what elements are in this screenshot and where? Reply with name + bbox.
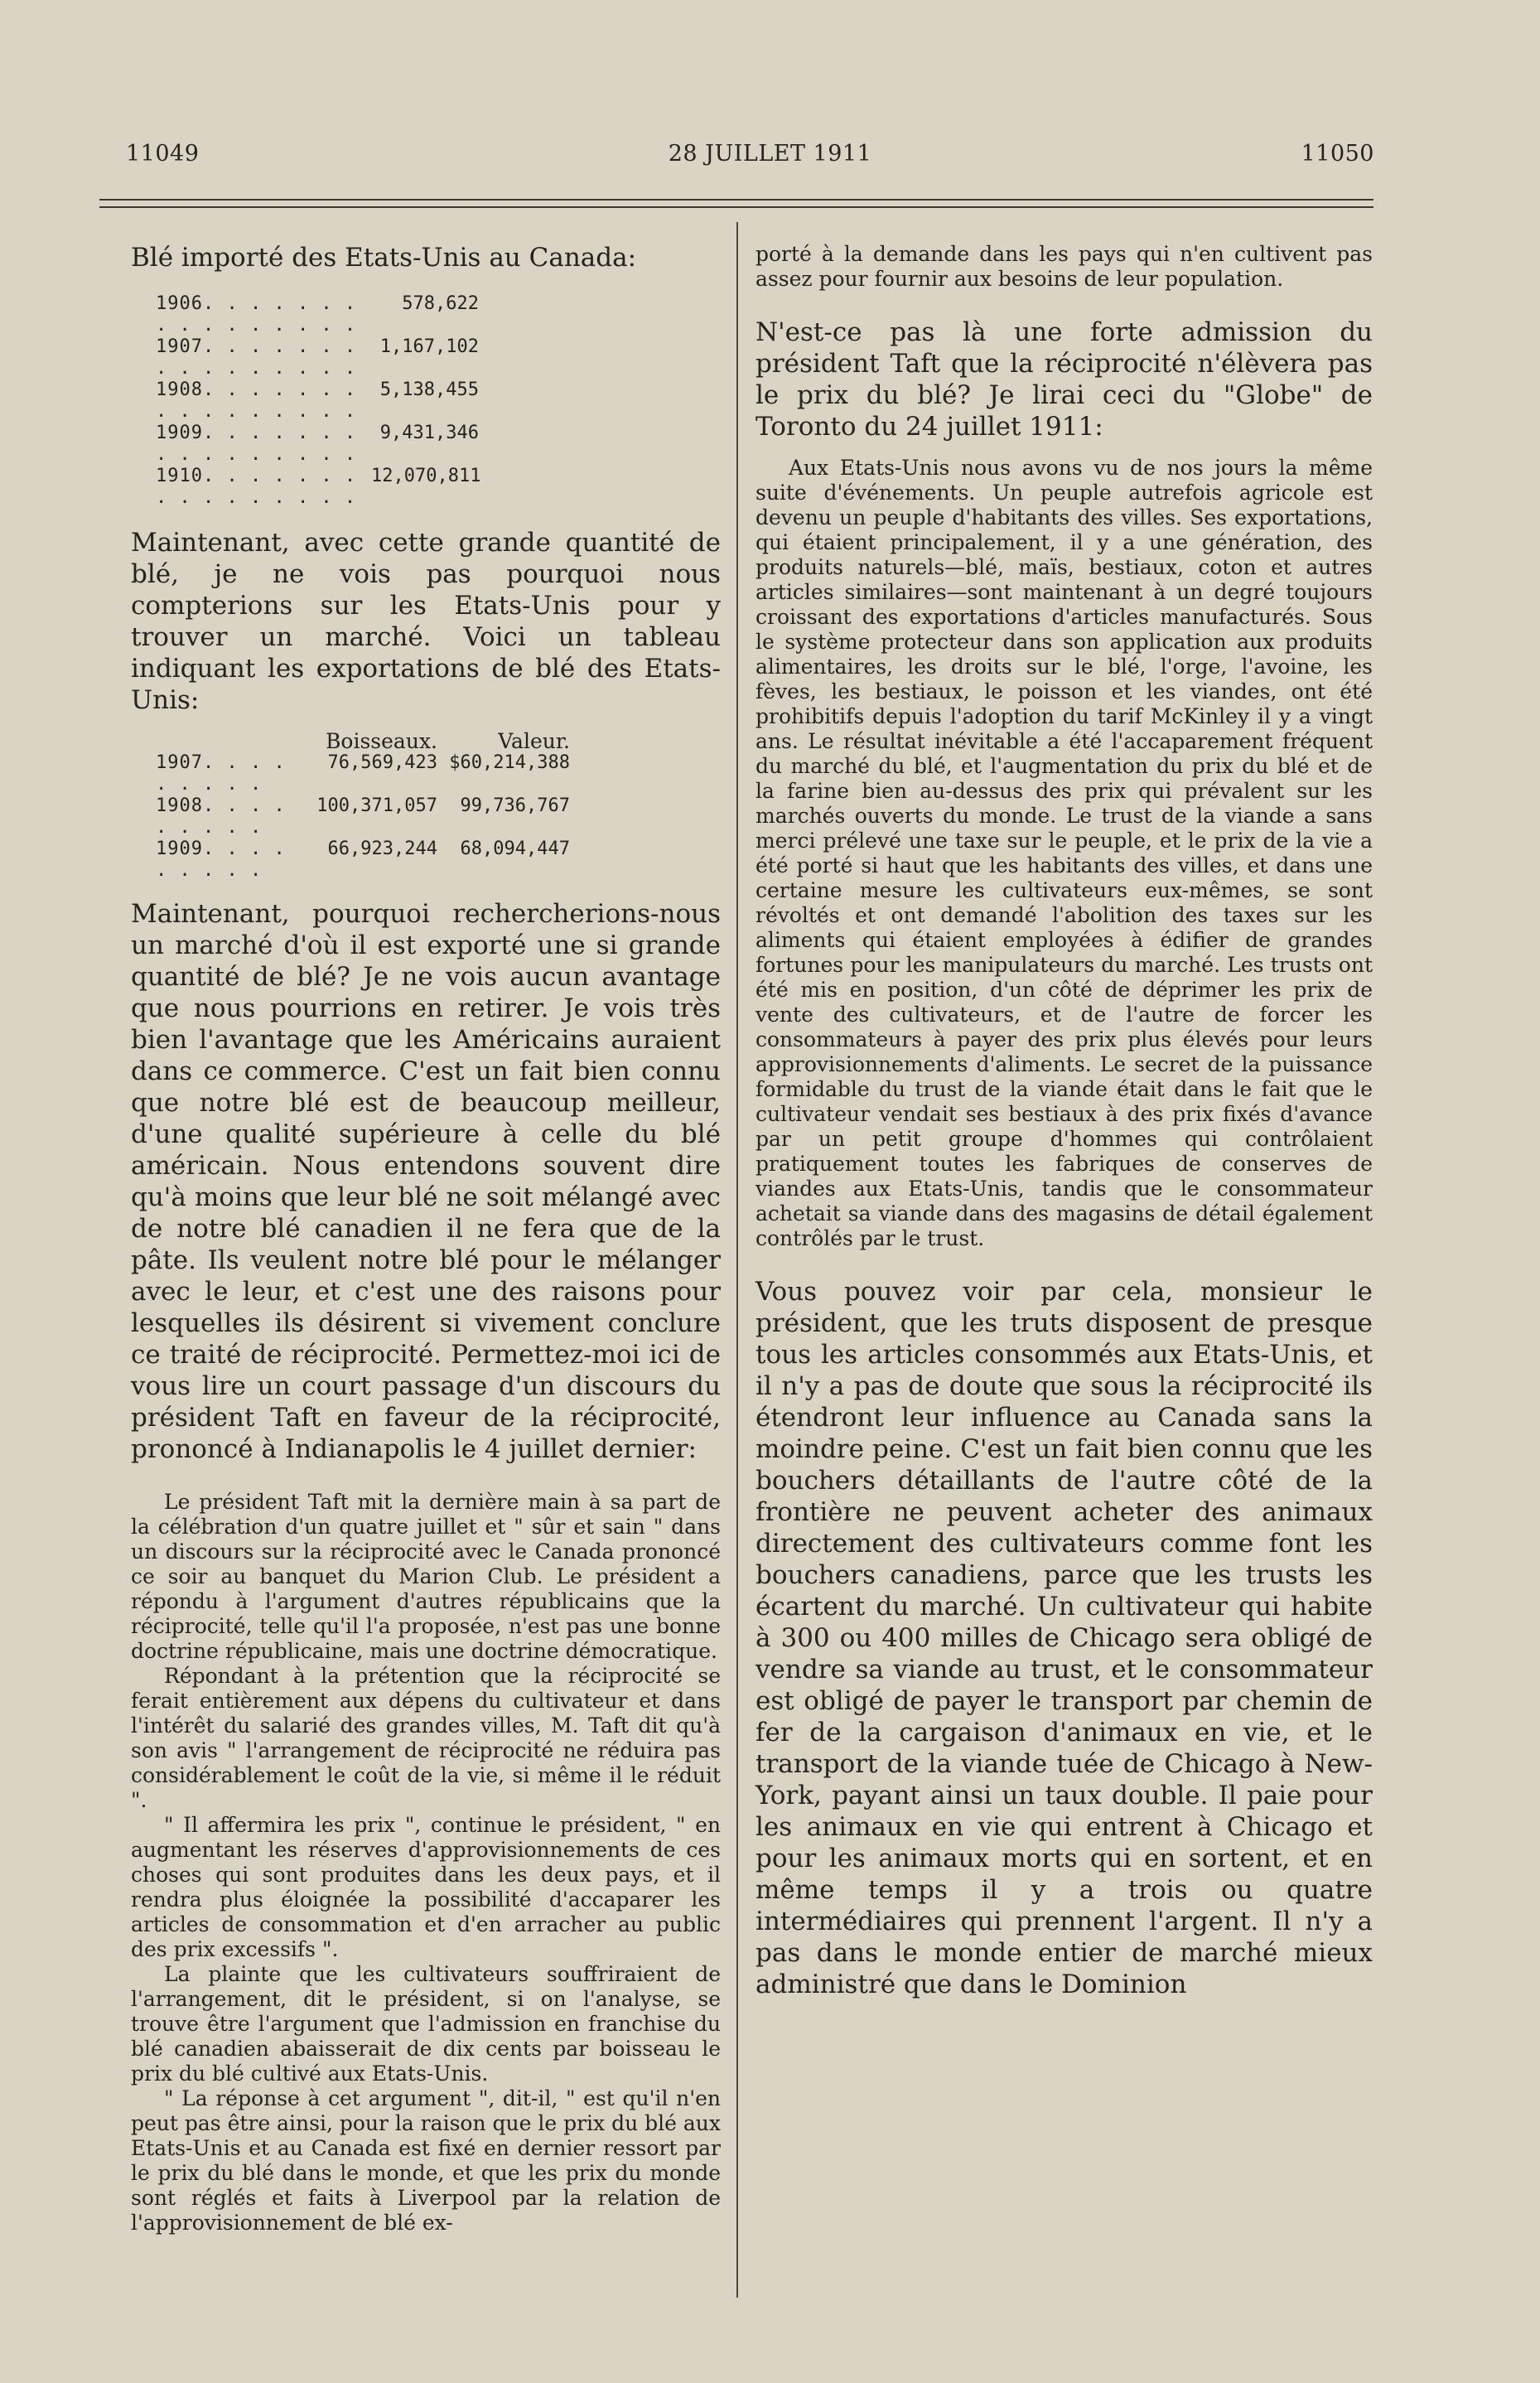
table-year: 1908. . . . . . . . . [156,795,286,838]
paragraph: Maintenant, avec cette grande quantité de blé, je ne vois pas pourquoi nous compterions sur les Etats-Unis pour y trouver un marché. Voici un tableau indiquant les exportations de blé des Etats-Unis: [131,528,721,715]
globe-quote [756,456,1373,1251]
page-date: 28 JUILLET 1911 [668,141,872,167]
table-bushels: 100,371,057 [316,795,437,816]
wheat-export-table [156,731,721,882]
paragraph: Vous pouvez voir par cela, monsieur le président, que les truts disposent de presque tous les articles consommés aux Etats-Unis, et il n'y a pas de doute que sous la réciprocité ils étendront leur influence au Canada sans la moindre peine. C'est un fait bien connu que les bouchers détaillants de l'autre côté de la frontière ne peuvent acheter des animaux directement des cultivateurs comme font les bouchers canadiens, parce que les trusts les écartent du marché. Un cultivateur qui habite à 300 ou 400 milles de Chicago sera obligé de vendre sa viande au trust, et le consommateur est obligé de payer le transport par chemin de fer de la cargaison d'animaux en vie, et le transport de la viande tuée de Chicago à New-York, payant ainsi un taux double. Il paie pour les animaux en vie qui entrent à Chicago et pour les animaux morts qui en sortent, et en même temps il y a trois ou quatre intermédiaires qui prennent l'argent. Il n'y a pas dans le monde entier de marché mieux administré que dans le Dominion [756,1277,1373,1999]
header-rule-bottom [99,206,1373,208]
quote-paragraph: La plainte que les cultivateurs souffriraient de l'arrangement, dit le président, si on l'analyse, se trouve être l'argument que l'admission en franchise du blé canadien abaisserait de dix cents par boisseau le prix du blé cultivé aux Etats-Unis. [131,1962,721,2086]
table-row [156,752,721,795]
left-column [131,242,721,2236]
right-column [756,242,1373,2000]
header-rule-top [99,199,1373,201]
table-year: 1908. . . . . . . . . . . . . . . . [156,379,357,422]
table-value: 5,138,455 [379,379,479,400]
quote-paragraph: " Il affermira les prix ", continue le président, " en augmentant les réserves d'approvisionnements de ces choses qui sont produites dans les deux pays, et il rendra plus éloignée la possibilité d'accaparer les articles de consommation et d'en arracher au public des prix excessifs ". [131,1813,721,1961]
table-year: 1907. . . . . . . . . . . . . . . . [156,336,357,379]
table-row [156,293,721,336]
quote-paragraph: Aux Etats-Unis nous avons vu de nos jours la même suite d'événements. Un peuple autrefois agricole est devenu un peuple d'habitants des villes. Ses exportations, qui étaient principalement, il y a une génération, des produits naturels—blé, maïs, bestiaux, coton et autres articles similaires—sont maintenant à un degré toujours croissant des exportations d'articles manufacturés. Sous le système protecteur dans son application aux produits alimentaires, les droits sur le blé, l'orge, l'avoine, les fèves, les bestiaux, le poisson et les viandes, ont été prohibitifs depuis l'adoption du tarif McKinley il y a vingt ans. Le résultat inévitable a été l'accaparement fréquent du marché du blé, et l'augmentation du prix du blé et de la farine bien au-dessus des prix qui prévalent sur les marchés ouverts du monde. Le trust de la viande a sans merci prélevé une taxe sur le peuple, et le prix de la vie a été porté si haut que les habitants des villes, et dans une certaine mesure les cultivateurs eux-mêmes, se sont révoltés et ont demandé l'abolition des taxes sur les aliments qui étaient employées à édifier de grandes fortunes pour les manipulateurs du marché. Les trusts ont été mis en position, d'un côté de déprimer les prix de vente des cultivateurs, et de l'autre de forcer les consommateurs à payer des prix plus élevés pour leurs approvisionnements d'aliments. Le secret de la puissance formidable du trust de la viande était dans le fait que le cultivateur vendait ses bestiaux à des prix fixés d'avance par un petit groupe d'hommes qui contrôlaient pratiquement toutes les fabriques de conserves de viandes aux Etats-Unis, tandis que le consommateur achetait sa viande dans des magasins de détail également contrôlés par le trust. [756,456,1373,1250]
column-header-value: Valeur. [498,729,570,753]
table-year: 1909. . . . . . . . . [156,839,286,881]
quoted-passage [131,1490,721,2236]
table-row [156,336,721,379]
table-value: 12,070,811 [371,466,481,486]
quote-paragraph: Répondant à la prétention que la réciprocité se ferait entièrement aux dépens du cultivateur et dans l'intérêt du salarié des grandes villes, M. Taft dit qu'à son avis " l'arrangement de réciprocité ne réduira pas considérablement le coût de la vie, si même il le réduit ". [131,1664,721,1812]
table-year: 1906. . . . . . . . . . . . . . . . [156,293,357,336]
table-row [156,379,721,423]
table-value: 68,094,447 [460,839,570,859]
quote-paragraph: porté à la demande dans les pays qui n'en cultivent pas assez pour fournir aux besoins de leur population. [756,242,1373,291]
paragraph: N'est-ce pas là une forte admission du président Taft que la réciprocité n'élèvera pas le prix du blé? Je lirai ceci du "Globe" de Toronto du 24 juillet 1911: [756,317,1373,442]
quoted-passage-continued [756,242,1373,292]
table1-title: Blé importé des Etats-Unis au Canada: [131,243,637,273]
quote-paragraph: Le président Taft mit la dernière main à sa part de la célébration d'un quatre juillet et " sûr et sain " dans un discours sur la réciprocité avec le Canada prononcé ce soir au banquet du Marion Club. Le président a répondu à l'argument d'autres républicains que la réciprocité, telle qu'il l'a proposée, n'est pas une bonne doctrine républicaine, mais une doctrine démocratique. [131,1490,721,1663]
table-value: 9,431,346 [379,423,479,443]
table-bushels: 76,569,423 [327,752,437,773]
column-header-bushels: Boisseaux. [326,729,437,753]
table-row [156,423,721,466]
table-year: 1910. . . . . . . . . . . . . . . . [156,466,357,508]
column-divider [736,222,738,2298]
table-year: 1907. . . . . . . . . [156,752,286,795]
table-value: $60,214,388 [449,752,570,773]
wheat-import-table [156,293,721,509]
page-number-left: 11049 [126,141,200,167]
paragraph: Maintenant, pourquoi rechercherions-nous un marché d'où il est exporté une si grande quantité de blé? Je ne vois aucun avantage que nous pourrions en retirer. Je vois très bien l'avantage que les Américains auraient dans ce commerce. C'est un fait bien connu que notre blé est de beaucoup meilleur, d'une qualité supérieure à celle du blé américain. Nous entendons souvent dire qu'à moins que leur blé ne soit mélangé avec de notre blé canadien il ne fera que de la pâte. Ils veulent notre blé pour le mélanger avec le leur, et c'est une des raisons pour lesquelles ils désirent si vivement conclure ce traité de réciprocité. Permettez-moi ici de vous lire un court passage d'un discours du président Taft en faveur de la réciprocité, prononcé à Indianapolis le 4 juillet dernier: [131,899,721,1464]
table-header [156,731,721,752]
table-value: 578,622 [402,293,479,314]
table-row [156,795,721,839]
table-year: 1909. . . . . . . . . . . . . . . . [156,423,357,465]
table-bushels: 66,923,244 [327,839,437,859]
quote-paragraph: " La réponse à cet argument ", dit-il, " est qu'il n'en peut pas être ainsi, pour la raison que le prix du blé aux Etats-Unis et au Canada est fixé en dernier ressort par le prix du blé dans le monde, et que les prix du monde sont réglés et faits à Liverpool par la relation de l'approvisionnement de blé ex- [131,2086,721,2235]
table-value: 1,167,102 [379,336,479,357]
table-row [156,839,721,882]
table-row [156,466,721,509]
table-value: 99,736,767 [460,795,570,816]
page-number-right: 11050 [1301,141,1374,167]
